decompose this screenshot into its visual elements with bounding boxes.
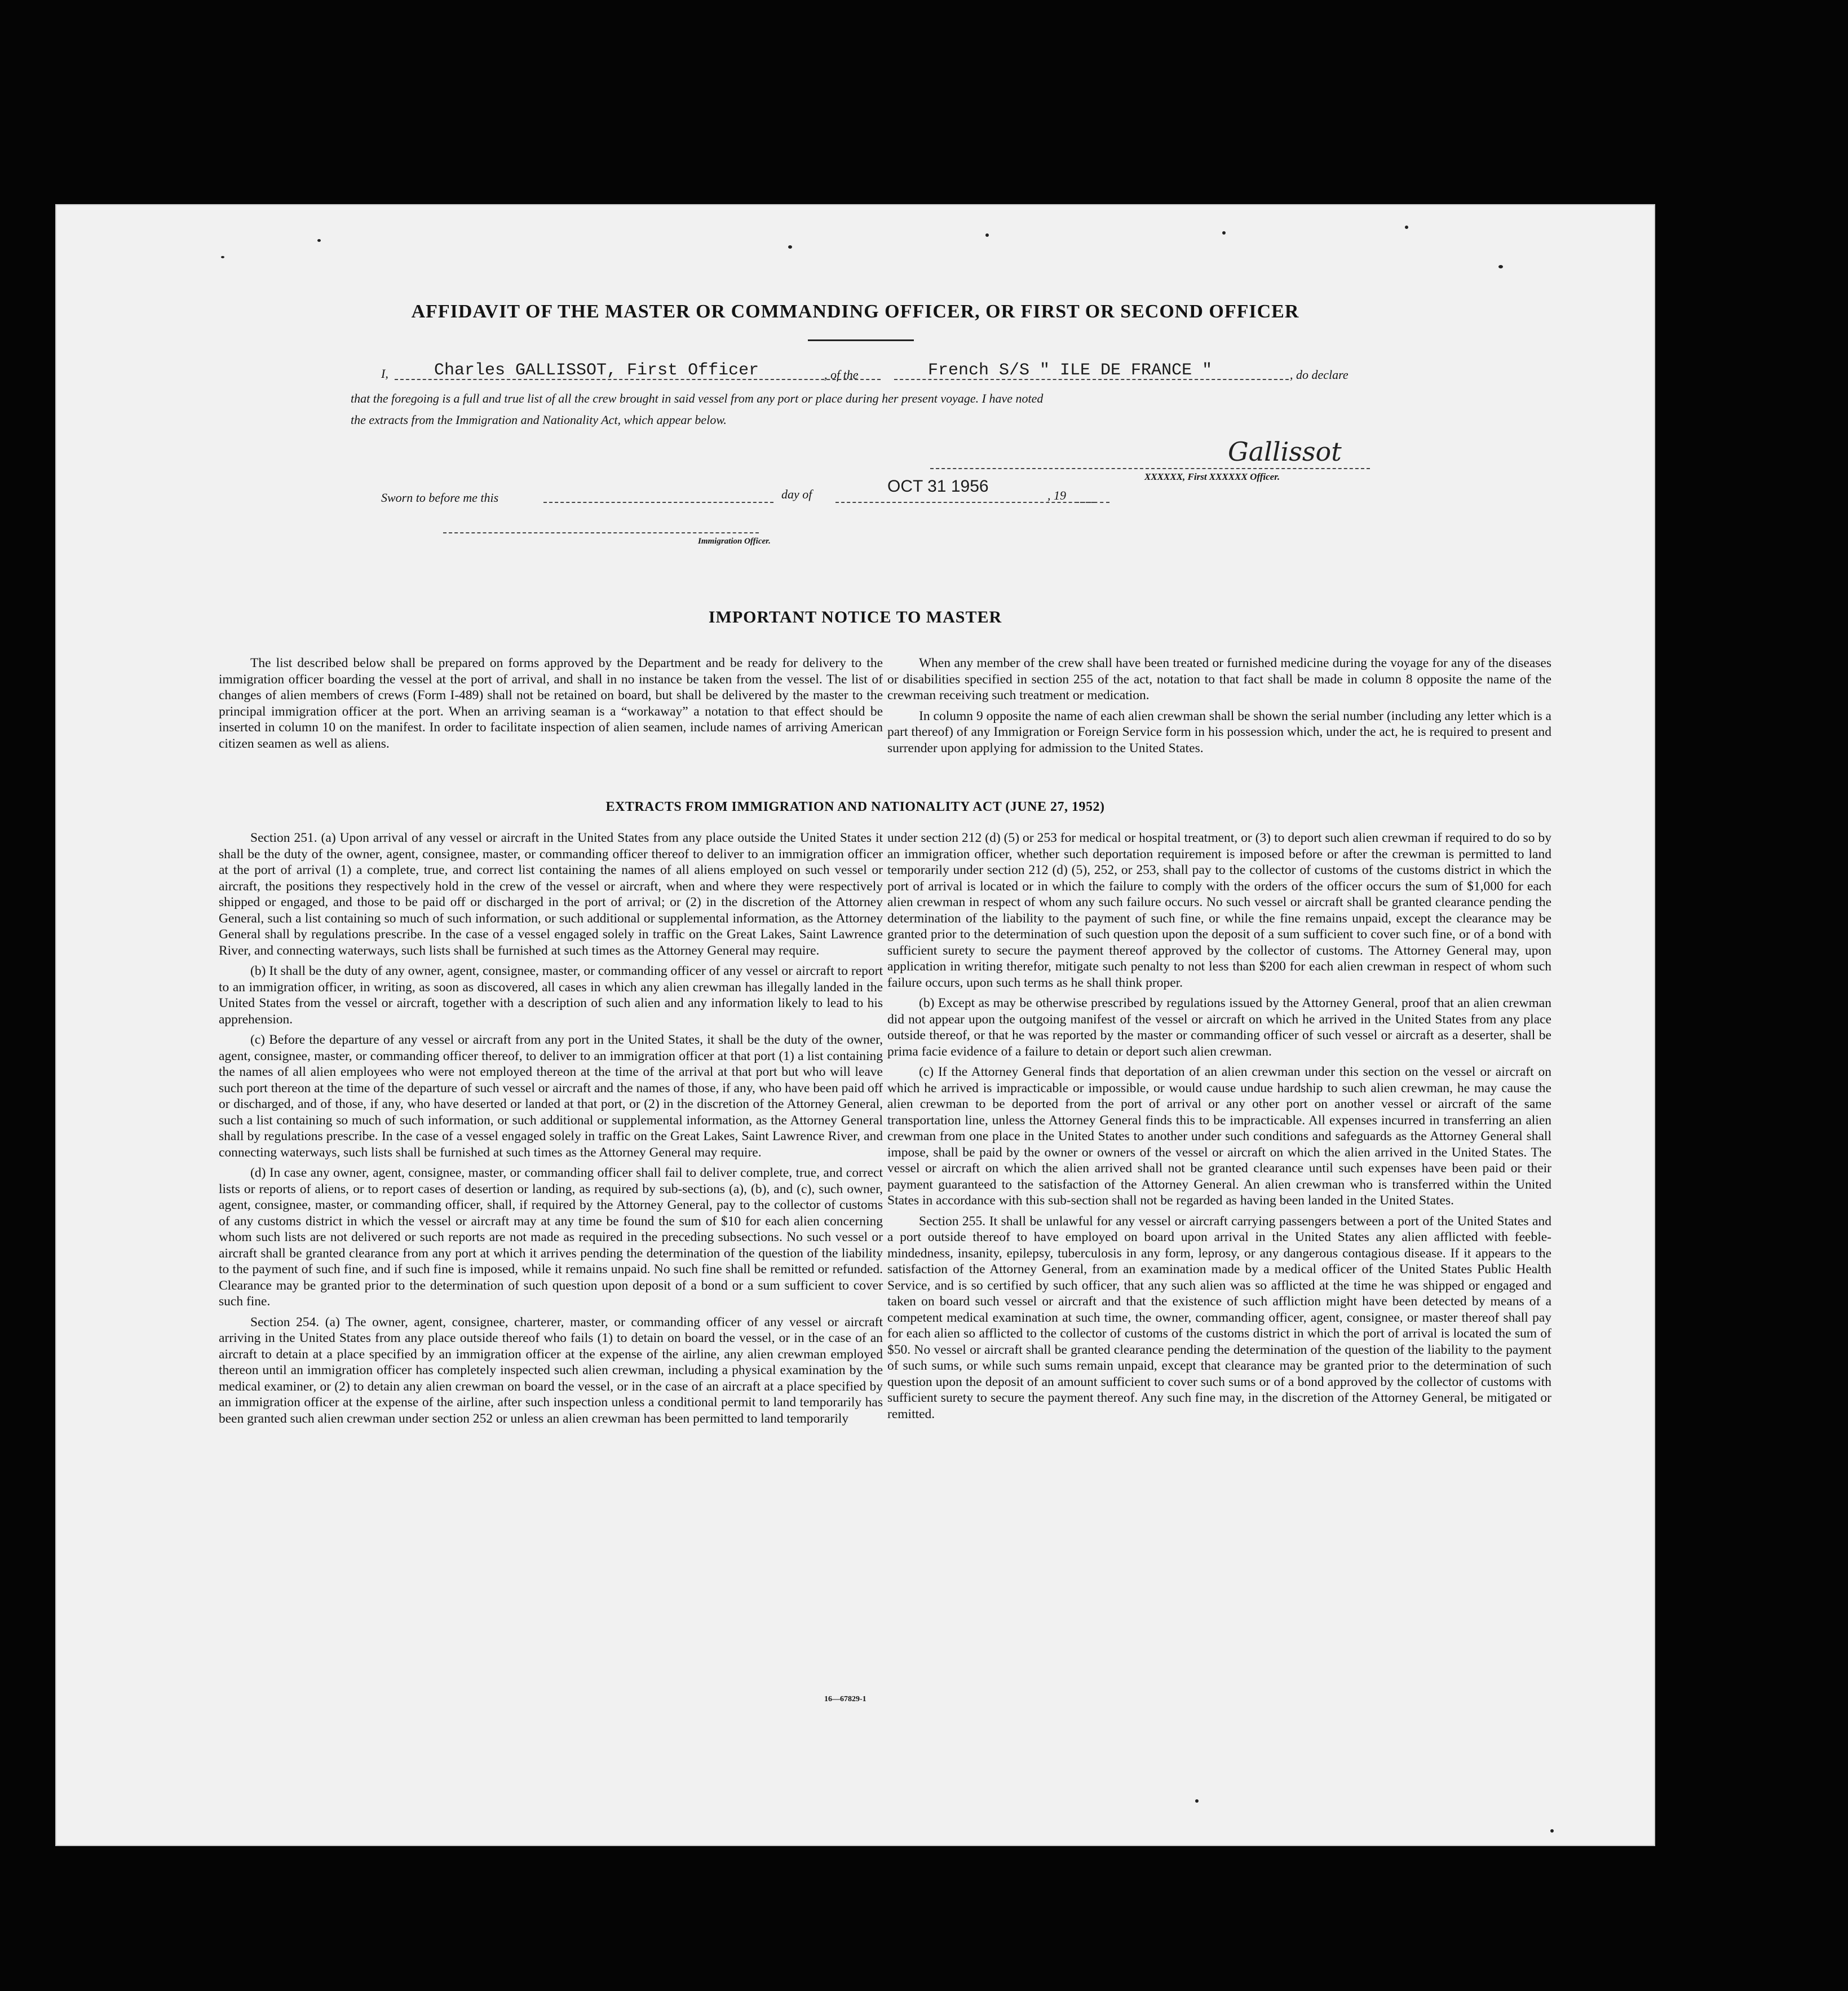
- sworn-day-fill-line: [543, 502, 773, 503]
- declaration-line-3: the extracts from the Immigration and Nationality Act, which appear below.: [351, 413, 727, 427]
- act-section-paragraph: (b) Except as may be otherwise prescribed by regulations issued by the Attorney General, proof that an alien crewman did not appear upon the outgoing manifest of the vessel or aircraft on which he arrived in the United States from any place outside thereof, or that he was reported by the master or commanding officer of such vessel or aircraft as a deserter, shall be prima facie evidence of a failure to detain or deport such alien crewman.: [887, 996, 1551, 1059]
- sworn-label: Sworn to before me this: [381, 491, 499, 505]
- scan-speck: [788, 245, 792, 249]
- act-section-paragraph: Section 255. It shall be unlawful for any vessel or aircraft carrying passengers between a port of the United States and a port outside thereof to have employed on board upon arrival in the United States any alien afflicted with feeble-mindedness, insanity, epilepsy, tuberculosis in any form, leprosy, or any dangerous contagious disease. If it appears to the satisfaction of the Attorney General, from an examination made by a medical officer of the United States Public Health Service, and is so certified by such officer, that any such alien was so afflicted at the time he was shipped or engaged and taken on board such vessel or aircraft and that the existence of such affliction might have been detected by means of a competent medical examination at such time, the owner, commanding officer, agent, consignee, or master thereof shall pay for each alien so afflicted to the collector of customs of the customs district in which the port of arrival is located the sum of $50. No vessel or aircraft shall be granted clearance pending the determination of the question of the liability to the payment of such sums, or while such sums remain unpaid, except that clearance may be granted prior to the determination of such question upon the deposit of an amount sufficient to cover such sums or of a bond approved by the collector of customs with sufficient surety to secure the payment thereof. Any such fine may, in the discretion of the Attorney General, be mitigated or remitted.: [887, 1213, 1551, 1421]
- day-of-label: day of: [781, 487, 812, 501]
- notice-paragraph: The list described below shall be prepared on forms approved by the Department and be ready for delivery to the immigration officer boarding the vessel at the port of arrival, and shall in no instance be taken from the vessel. The list of changes of alien members of crews (Form I-489) shall not be retained on board, but shall be delivered by the master to the principal immigration officer at the port. When an arriving seaman is a “workaway” a notation to that effect should be inserted in column 10 on the manifest. In order to facilitate inspection of alien seamen, include names of arriving American citizen seamen as well as aliens.: [219, 656, 883, 751]
- extracts-title: EXTRACTS FROM IMMIGRATION AND NATIONALITY ACT (JUNE 27, 1952): [605, 800, 1105, 814]
- notice-paragraph: When any member of the crew shall have been treated or furnished medicine during the voyage for any of the diseases or disabilities specified in section 255 of the act, notation to that fact shall be made in column 8 opposite the name of the crewman receiving such treatment or medication.: [887, 656, 1551, 703]
- extracts-right-column: [887, 830, 1551, 1427]
- act-section-paragraph: Section 251. (a) Upon arrival of any vessel or aircraft in the United States from any place outside the United States it shall be the duty of the owner, agent, consignee, master, or commanding officer thereof to deliver to an immigration officer at the port of arrival (1) a complete, true, and correct list containing the names of all aliens employed on such vessel or aircraft, the positions they respectively hold in the crew of the vessel or aircraft, when and where they were respectively shipped or engaged, and those to be paid off or discharged in the port of arrival; or (2) in the discretion of the Attorney General, such a list containing so much of such information, or such additional or supplemental information, as the Attorney General shall by regulations prescribe. In the case of a vessel engaged solely in traffic on the Great Lakes, Saint Lawrence River, and connecting waterways, such lists shall be furnished at such times as the Attorney General may require.: [219, 831, 883, 958]
- extracts-left-column: [219, 830, 883, 1431]
- vessel-name: French S/S " ILE DE FRANCE ": [928, 361, 1213, 380]
- act-section-paragraph: (b) It shall be the duty of any owner, agent, consignee, master, or commanding officer of any vessel or aircraft to report to an immigration officer, in writing, as soon as discovered, all cases in which any alien crewman has illegally landed in the United States from the vessel or aircraft, together with a description of such alien and any information likely to lead to his apprehension.: [219, 964, 883, 1027]
- officer-title-line: XXXXXX, First XXXXXX Officer.: [1144, 471, 1280, 482]
- declaration-prefix: I,: [381, 367, 388, 381]
- declare-label: , do declare: [1290, 368, 1349, 382]
- act-section-paragraph: (c) Before the departure of any vessel or aircraft from any port in the United States, it shall be the duty of the owner, agent, consignee, master, or commanding officer thereof, to deliver to an immigration officer at that port (1) a list containing the names of all alien employees who were not employed thereon at the time of the arrival at that port but who will leave such port thereon at the time of the departure of such vessel or aircraft and the names of those, if any, who have been paid off or discharged, and of those, if any, who have deserted or landed at that port, or (2) in the discretion of the Attorney General, such a list containing so much of such information, or such additional or supplemental information, as the Attorney General shall by regulations prescribe. In the case of a vessel engaged solely in traffic on the Great Lakes, Saint Lawrence River, and connecting waterways, such lists shall be furnished at such times as the Attorney General may require.: [219, 1032, 883, 1160]
- notice-left-column: [219, 655, 883, 756]
- act-section-paragraph: (c) If the Attorney General finds that deportation of an alien crewman under this section on the vessel or aircraft on which he arrived is impracticable or impossible, or would cause undue hardship to such alien crewman, he may cause the alien crewman to be deported from the port of arrival or any other port on another vessel or aircraft of the same transportation line, unless the Attorney General finds this to be impracticable. All expenses incurred in transferring an alien crewman from one place in the United States to another under such conditions and safeguards as the Attorney General shall impose, shall be paid by the owner or owners of the vessel or aircraft on which the alien arrived in the United States. The vessel or aircraft on which the alien arrived shall not be granted clearance until such expenses have been paid or their payment guaranteed to the satisfaction of the Attorney General. An alien crewman who is transferred within the United States in accordance with this sub-section shall not be regarded as having been landed in the United States.: [887, 1065, 1551, 1208]
- of-the-label: , of the: [824, 368, 859, 382]
- scan-speck: [985, 233, 989, 237]
- document-page: [55, 204, 1655, 1846]
- scan-speck: [221, 256, 224, 258]
- signature-fill-line: [930, 468, 1370, 469]
- notice-title: IMPORTANT NOTICE TO MASTER: [708, 608, 1002, 626]
- sworn-date-stamp: OCT 31 1956: [887, 477, 989, 496]
- immigration-officer-fill-line: [443, 532, 759, 533]
- scan-speck: [1498, 265, 1503, 268]
- notice-paragraph: In column 9 opposite the name of each alien crewman shall be shown the serial number (including any letter which is a part thereof) of any Immigration or Foreign Service form in his possession which, under the act, he is required to present and surrender upon applying for admission to the United States.: [887, 708, 1551, 756]
- year-prefix: , 19: [1047, 488, 1066, 502]
- act-section-continuation: under section 212 (d) (5) or 253 for medical or hospital treatment, or (3) to deport such alien crewman if required to do so by an immigration officer, whether such deportation requirement is imposed before or after the crewman is permitted to land temporarily under section 212 (d) (5), 252, or 253, shall pay to the collector of customs of the customs district in which the port of arrival is located or in which the failure to comply with the orders of the officer occurs the sum of $1,000 for each alien crewman in respect of whom any such failure occurs. No such vessel or aircraft shall be granted clearance pending the determination of the liability to the payment of such fine, or while the fine remains unpaid, except the clearance may be granted prior to the determination of such question upon the deposit of a sum sufficient to cover such fine, or of a bond with sufficient surety to secure the payment thereof approved by the collector of customs. The Attorney General may, upon application in writing therefor, mitigate such penalty to not less than $200 for each alien crewman in respect of whom such failure occurs, upon such terms as he shall think proper.: [887, 831, 1551, 990]
- scan-speck: [1550, 1829, 1554, 1833]
- scan-speck: [317, 239, 321, 242]
- notice-right-column: [887, 655, 1551, 761]
- title-divider: [808, 339, 914, 341]
- officer-signature: Gallissot: [1228, 436, 1342, 467]
- form-code: 16—67829-1: [824, 1695, 866, 1703]
- immigration-officer-label: Immigration Officer.: [698, 537, 771, 546]
- act-section-paragraph: Section 254. (a) The owner, agent, consignee, charterer, master, or commanding officer of any vessel or aircraft arriving in the United States from any place outside thereof who fails (1) to detain on board the vessel, or in the case of an aircraft to detain at a place specified by an immigration officer at the expense of the airline, any alien crewman employed thereon until an immigration officer has completely inspected such alien crewman, including a physical examination by the medical examiner, or (2) to detain any alien crewman on board the vessel, or in the case of an aircraft at a place specified by an immigration officer at the expense of the airline, after such inspection unless a conditional permit to land temporarily has been granted such alien crewman under section 252 or unless an alien crewman has been permitted to land temporarily: [219, 1314, 883, 1426]
- declarant-name: Charles GALLISSOT, First Officer: [434, 361, 759, 380]
- scan-speck: [1195, 1799, 1199, 1803]
- scan-speck: [1222, 231, 1226, 235]
- declaration-line-2: that the foregoing is a full and true list of all the crew brought in said vessel from any port or place during her present voyage. I have noted: [351, 391, 1044, 405]
- year-fill-line: [1076, 502, 1109, 503]
- act-section-paragraph: (d) In case any owner, agent, consignee, master, or commanding officer shall fail to deliver complete, true, and correct lists or reports of aliens, or to report cases of desertion or landing, as required by sub-sections (a), (b), and (c), such owner, agent, consignee, master, or commanding officer, shall, if required by the Attorney General, pay to the collector of customs of any customs district in which the vessel or aircraft may at any time be found the sum of $10 for each alien concerning whom such lists are not delivered or such reports are not made as required in the preceding subsections. No such vessel or aircraft shall be granted clearance from any port at which it arrives pending the determination of the question of the liability to the payment of such fine, and if such fine is imposed, while it remains unpaid. No such fine shall be remitted or refunded. Clearance may be granted prior to the determination of such question upon deposit of a bond or a sum sufficient to cover such fine.: [219, 1166, 883, 1309]
- scan-speck: [1405, 226, 1408, 229]
- affidavit-title: AFFIDAVIT OF THE MASTER OR COMMANDING OFFICER, OR FIRST OR SECOND OFFICER: [411, 301, 1299, 322]
